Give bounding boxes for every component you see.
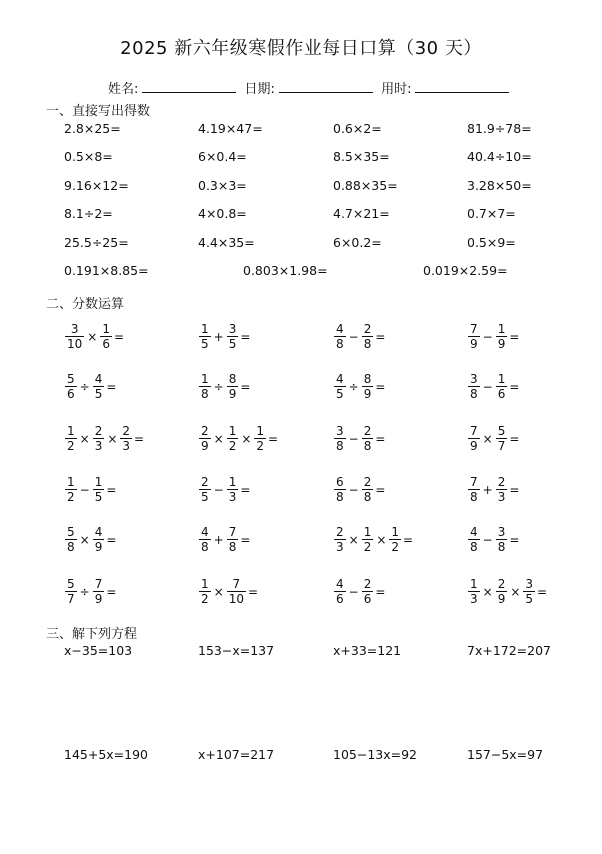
- calc-problem: 0.5×8=: [64, 149, 113, 164]
- operator-symbol: ÷: [79, 379, 90, 394]
- fraction: [227, 322, 239, 351]
- fraction-numerator: 4: [336, 577, 344, 591]
- fraction-numerator: 1: [201, 322, 209, 336]
- operator-symbol: −: [482, 379, 493, 394]
- fraction-denominator: 7: [67, 592, 75, 606]
- fraction: [227, 372, 239, 401]
- fraction-problem: [198, 372, 250, 401]
- operator-symbol: +: [213, 329, 224, 344]
- fraction-denominator: 3: [94, 439, 103, 453]
- calc-problem: 4.19×47=: [198, 121, 263, 136]
- fraction: [468, 372, 480, 401]
- fraction: [468, 475, 480, 504]
- operator-symbol: −: [348, 482, 359, 497]
- fraction-numerator: 1: [256, 424, 265, 438]
- fraction: [93, 424, 105, 453]
- fraction-denominator: 3: [336, 540, 344, 554]
- operator-symbol: −: [213, 482, 224, 497]
- calc-problem: 2.8×25=: [64, 121, 121, 136]
- fraction: [227, 577, 246, 606]
- fraction: [362, 525, 374, 554]
- fraction-problem: [467, 424, 519, 453]
- calc-problem: 0.019×2.59=: [423, 263, 508, 278]
- fraction-problem: [64, 577, 116, 606]
- equation-problem: 145+5x=190: [64, 747, 149, 762]
- fraction: [65, 424, 77, 453]
- fraction-numerator: 4: [94, 525, 103, 539]
- operator-symbol: ×: [79, 532, 90, 547]
- date-label: 日期:: [244, 82, 275, 97]
- fraction-denominator: 6: [67, 387, 75, 401]
- fraction-denominator: 6: [102, 337, 110, 351]
- calc-problem: 0.3×3=: [198, 178, 247, 193]
- fraction-problem: [333, 525, 413, 554]
- fraction: [93, 525, 105, 554]
- fraction-denominator: 9: [497, 592, 506, 606]
- fraction: [496, 525, 508, 554]
- fraction: [334, 577, 346, 606]
- calc-problem: 3.28×50=: [467, 178, 532, 193]
- equation-problem: x+33=121: [333, 643, 402, 658]
- fraction-problem: [333, 424, 385, 453]
- equals-sign: =: [375, 329, 386, 344]
- equals-sign: =: [247, 584, 259, 599]
- fraction-denominator: 10: [228, 592, 244, 606]
- operator-symbol: ÷: [213, 379, 224, 394]
- fraction: [468, 525, 480, 554]
- fraction: [93, 475, 105, 504]
- equals-sign: =: [509, 482, 520, 497]
- equals-sign: =: [509, 379, 520, 394]
- calc-problem: 4.7×21=: [333, 206, 390, 221]
- calc-problem: 0.88×35=: [333, 178, 398, 193]
- fraction-numerator: 1: [228, 424, 237, 438]
- fraction-denominator: 9: [94, 592, 103, 606]
- fraction-problem: [467, 372, 519, 401]
- fraction-numerator: 3: [470, 372, 478, 386]
- fraction-numerator: 1: [94, 475, 103, 489]
- equals-sign: =: [537, 584, 548, 599]
- fraction: [199, 424, 211, 453]
- operator-symbol: −: [348, 584, 359, 599]
- fraction-numerator: 1: [102, 322, 110, 336]
- equation-problem: x−35=103: [64, 643, 133, 658]
- time-blank: [415, 80, 509, 93]
- fraction: [496, 322, 508, 351]
- fraction-numerator: 6: [336, 475, 344, 489]
- equals-sign: =: [106, 379, 117, 394]
- fraction-numerator: 4: [336, 372, 344, 386]
- operator-symbol: −: [482, 329, 493, 344]
- fraction: [468, 322, 480, 351]
- fraction-numerator: 2: [122, 424, 131, 438]
- operator-symbol: ×: [482, 431, 493, 446]
- calc-problem: 0.803×1.98=: [243, 263, 328, 278]
- fraction-problem: [333, 577, 385, 606]
- fraction: [496, 577, 508, 606]
- calc-problem: 0.5×9=: [467, 235, 516, 250]
- fraction: [199, 475, 211, 504]
- fraction-problem: [64, 372, 116, 401]
- calc-problem: 6×0.4=: [198, 149, 247, 164]
- fraction: [362, 475, 374, 504]
- fraction-numerator: 2: [363, 475, 372, 489]
- fraction-denominator: 6: [497, 387, 506, 401]
- fraction-numerator: 2: [94, 424, 103, 438]
- fraction-problem: [198, 525, 250, 554]
- equals-sign: =: [509, 329, 520, 344]
- calc-problem: 25.5÷25=: [64, 235, 129, 250]
- fraction-problem: [467, 475, 519, 504]
- equals-sign: =: [240, 482, 251, 497]
- fraction-denominator: 8: [201, 387, 209, 401]
- fraction-denominator: 8: [470, 490, 478, 504]
- fraction-problem: [198, 424, 278, 453]
- operator-symbol: ×: [107, 431, 118, 446]
- equals-sign: =: [375, 584, 386, 599]
- fraction-numerator: 5: [497, 424, 506, 438]
- fraction-numerator: 1: [228, 475, 237, 489]
- fraction-denominator: 8: [363, 439, 372, 453]
- fraction: [389, 525, 401, 554]
- fraction-problem: [64, 424, 144, 453]
- name-label: 姓名:: [108, 82, 139, 97]
- fraction-denominator: 8: [470, 387, 478, 401]
- calc-problem: 4×0.8=: [198, 206, 247, 221]
- fraction-denominator: 8: [67, 540, 75, 554]
- equals-sign: =: [240, 532, 251, 547]
- fraction: [334, 475, 346, 504]
- fraction: [100, 322, 112, 351]
- operator-symbol: −: [79, 482, 90, 497]
- fraction-numerator: 3: [228, 322, 237, 336]
- equals-sign: =: [106, 482, 117, 497]
- fraction-denominator: 2: [363, 540, 372, 554]
- fraction-numerator: 1: [201, 372, 209, 386]
- fraction-denominator: 8: [336, 337, 344, 351]
- calc-problem: 6×0.2=: [333, 235, 382, 250]
- fraction: [496, 424, 508, 453]
- operator-symbol: −: [348, 329, 359, 344]
- fraction-numerator: 1: [201, 577, 209, 591]
- fraction-numerator: 1: [67, 475, 75, 489]
- fraction: [93, 372, 105, 401]
- fraction-denominator: 8: [363, 337, 372, 351]
- fraction-numerator: 3: [525, 577, 534, 591]
- fraction: [199, 372, 211, 401]
- fraction-numerator: 5: [67, 372, 75, 386]
- fraction: [199, 525, 211, 554]
- fraction: [468, 424, 480, 453]
- fraction-denominator: 2: [67, 439, 75, 453]
- fraction-denominator: 8: [336, 490, 344, 504]
- operator-symbol: ×: [482, 584, 493, 599]
- equals-sign: =: [113, 329, 125, 344]
- fraction: [334, 525, 346, 554]
- section-heading-equations: 三、解下列方程: [46, 627, 138, 642]
- fraction: [496, 372, 508, 401]
- fraction-denominator: 2: [67, 490, 75, 504]
- equals-sign: =: [240, 329, 251, 344]
- equals-sign: =: [375, 379, 386, 394]
- fraction-numerator: 5: [67, 525, 75, 539]
- operator-symbol: −: [348, 431, 359, 446]
- fraction-denominator: 9: [497, 337, 506, 351]
- student-info-line: [108, 78, 513, 97]
- fraction-denominator: 9: [470, 439, 478, 453]
- fraction-denominator: 5: [228, 337, 237, 351]
- fraction-numerator: 1: [470, 577, 478, 591]
- calc-problem: 0.7×7=: [467, 206, 516, 221]
- operator-symbol: ×: [213, 431, 224, 446]
- equals-sign: =: [240, 379, 251, 394]
- fraction-denominator: 5: [525, 592, 534, 606]
- fraction-numerator: 1: [497, 372, 506, 386]
- fraction-denominator: 7: [497, 439, 506, 453]
- fraction-problem: [198, 322, 250, 351]
- fraction: [227, 475, 239, 504]
- equation-problem: 157−5x=97: [467, 747, 544, 762]
- operator-symbol: ÷: [348, 379, 359, 394]
- fraction-numerator: 4: [336, 322, 344, 336]
- fraction-numerator: 2: [201, 475, 209, 489]
- fraction-denominator: 5: [336, 387, 344, 401]
- fraction: [362, 577, 374, 606]
- fraction-numerator: 7: [228, 525, 237, 539]
- fraction-problem: [64, 525, 116, 554]
- fraction-numerator: 4: [470, 525, 478, 539]
- operator-symbol: +: [482, 482, 493, 497]
- equation-problem: x+107=217: [198, 747, 275, 762]
- calc-problem: 9.16×12=: [64, 178, 129, 193]
- fraction-numerator: 2: [363, 322, 372, 336]
- fraction-numerator: 2: [497, 475, 506, 489]
- calc-problem: 0.6×2=: [333, 121, 382, 136]
- operator-symbol: ×: [241, 431, 252, 446]
- fraction-denominator: 2: [228, 439, 237, 453]
- fraction-numerator: 1: [363, 525, 372, 539]
- fraction: [227, 424, 239, 453]
- fraction-problem: [198, 475, 250, 504]
- fraction-denominator: 8: [228, 540, 237, 554]
- fraction-problem: [198, 577, 258, 606]
- fraction: [199, 577, 211, 606]
- fraction: [65, 577, 77, 606]
- fraction-numerator: 1: [67, 424, 75, 438]
- equals-sign: =: [403, 532, 414, 547]
- operator-symbol: ×: [510, 584, 521, 599]
- fraction: [523, 577, 535, 606]
- fraction: [334, 424, 346, 453]
- fraction-denominator: 5: [201, 337, 209, 351]
- equals-sign: =: [134, 431, 145, 446]
- fraction: [65, 322, 84, 351]
- equals-sign: =: [268, 431, 279, 446]
- name-blank: [142, 80, 236, 93]
- calc-problem: 8.5×35=: [333, 149, 390, 164]
- fraction-numerator: 3: [336, 424, 344, 438]
- section-heading-fractions: 二、分数运算: [46, 297, 125, 312]
- fraction: [65, 475, 77, 504]
- page-title: 2025 新六年级寒假作业每日口算（30 天）: [120, 38, 482, 59]
- fraction-denominator: 10: [67, 337, 83, 351]
- fraction-numerator: 7: [470, 322, 478, 336]
- fraction: [199, 322, 211, 351]
- fraction-denominator: 5: [94, 490, 103, 504]
- fraction-problem: [467, 577, 547, 606]
- calc-problem: 0.191×8.85=: [64, 263, 149, 278]
- fraction-numerator: 2: [336, 525, 344, 539]
- fraction-numerator: 4: [201, 525, 209, 539]
- fraction: [227, 525, 239, 554]
- fraction-numerator: 2: [363, 424, 372, 438]
- fraction: [362, 322, 374, 351]
- fraction-denominator: 3: [497, 490, 506, 504]
- fraction-numerator: 7: [232, 577, 241, 591]
- fraction-denominator: 9: [363, 387, 372, 401]
- fraction: [254, 424, 266, 453]
- fraction-denominator: 9: [94, 540, 103, 554]
- calc-problem: 8.1÷2=: [64, 206, 113, 221]
- fraction-numerator: 2: [201, 424, 209, 438]
- fraction-denominator: 2: [201, 592, 209, 606]
- fraction-denominator: 9: [470, 337, 478, 351]
- operator-symbol: ×: [376, 532, 387, 547]
- fraction-numerator: 7: [470, 475, 478, 489]
- operator-symbol: ×: [213, 584, 224, 599]
- operator-symbol: ×: [87, 329, 98, 344]
- fraction-denominator: 2: [391, 540, 400, 554]
- equals-sign: =: [509, 532, 520, 547]
- fraction-numerator: 2: [363, 577, 372, 591]
- fraction-problem: [333, 322, 385, 351]
- fraction-problem: [333, 475, 385, 504]
- fraction: [468, 577, 480, 606]
- fraction-denominator: 6: [363, 592, 372, 606]
- operator-symbol: ÷: [79, 584, 90, 599]
- fraction-numerator: 5: [67, 577, 75, 591]
- section-heading-direct-calc: 一、直接写出得数: [46, 104, 151, 119]
- fraction-numerator: 7: [470, 424, 478, 438]
- fraction-numerator: 1: [391, 525, 400, 539]
- fraction-numerator: 2: [497, 577, 506, 591]
- operator-symbol: −: [482, 532, 493, 547]
- fraction: [362, 372, 374, 401]
- fraction: [334, 322, 346, 351]
- fraction-denominator: 6: [336, 592, 344, 606]
- fraction: [496, 475, 508, 504]
- equals-sign: =: [375, 431, 386, 446]
- equation-problem: 105−13x=92: [333, 747, 418, 762]
- equals-sign: =: [375, 482, 386, 497]
- date-blank: [279, 80, 373, 93]
- fraction-denominator: 8: [497, 540, 506, 554]
- calc-problem: 81.9÷78=: [467, 121, 532, 136]
- fraction-problem: [467, 322, 519, 351]
- fraction-denominator: 5: [94, 387, 103, 401]
- fraction: [362, 424, 374, 453]
- calc-problem: 4.4×35=: [198, 235, 255, 250]
- fraction-denominator: 8: [336, 439, 344, 453]
- fraction-numerator: 7: [94, 577, 103, 591]
- fraction-denominator: 3: [228, 490, 237, 504]
- fraction-problem: [467, 525, 519, 554]
- fraction-denominator: 8: [470, 540, 478, 554]
- fraction-denominator: 9: [228, 387, 237, 401]
- fraction-problem: [64, 475, 116, 504]
- fraction: [120, 424, 132, 453]
- equals-sign: =: [106, 532, 117, 547]
- operator-symbol: ×: [79, 431, 90, 446]
- calc-problem: 40.4÷10=: [467, 149, 532, 164]
- time-label: 用时:: [381, 82, 412, 97]
- fraction-denominator: 3: [470, 592, 478, 606]
- fraction-denominator: 8: [363, 490, 372, 504]
- equation-problem: 7x+172=207: [467, 643, 552, 658]
- fraction-numerator: 4: [94, 372, 103, 386]
- equation-problem: 153−x=137: [198, 643, 275, 658]
- fraction-numerator: 8: [363, 372, 372, 386]
- fraction-denominator: 9: [201, 439, 209, 453]
- fraction-problem: [64, 322, 124, 351]
- fraction-denominator: 3: [122, 439, 131, 453]
- equals-sign: =: [509, 431, 520, 446]
- equals-sign: =: [106, 584, 117, 599]
- fraction: [334, 372, 346, 401]
- fraction-numerator: 3: [497, 525, 506, 539]
- fraction-numerator: 1: [497, 322, 506, 336]
- fraction-denominator: 8: [201, 540, 209, 554]
- operator-symbol: +: [213, 532, 224, 547]
- operator-symbol: ×: [348, 532, 359, 547]
- fraction-denominator: 5: [201, 490, 209, 504]
- fraction-numerator: 3: [70, 322, 79, 336]
- fraction: [65, 525, 77, 554]
- fraction: [65, 372, 77, 401]
- fraction-problem: [333, 372, 385, 401]
- fraction-numerator: 8: [228, 372, 237, 386]
- fraction: [93, 577, 105, 606]
- fraction-denominator: 2: [256, 439, 265, 453]
